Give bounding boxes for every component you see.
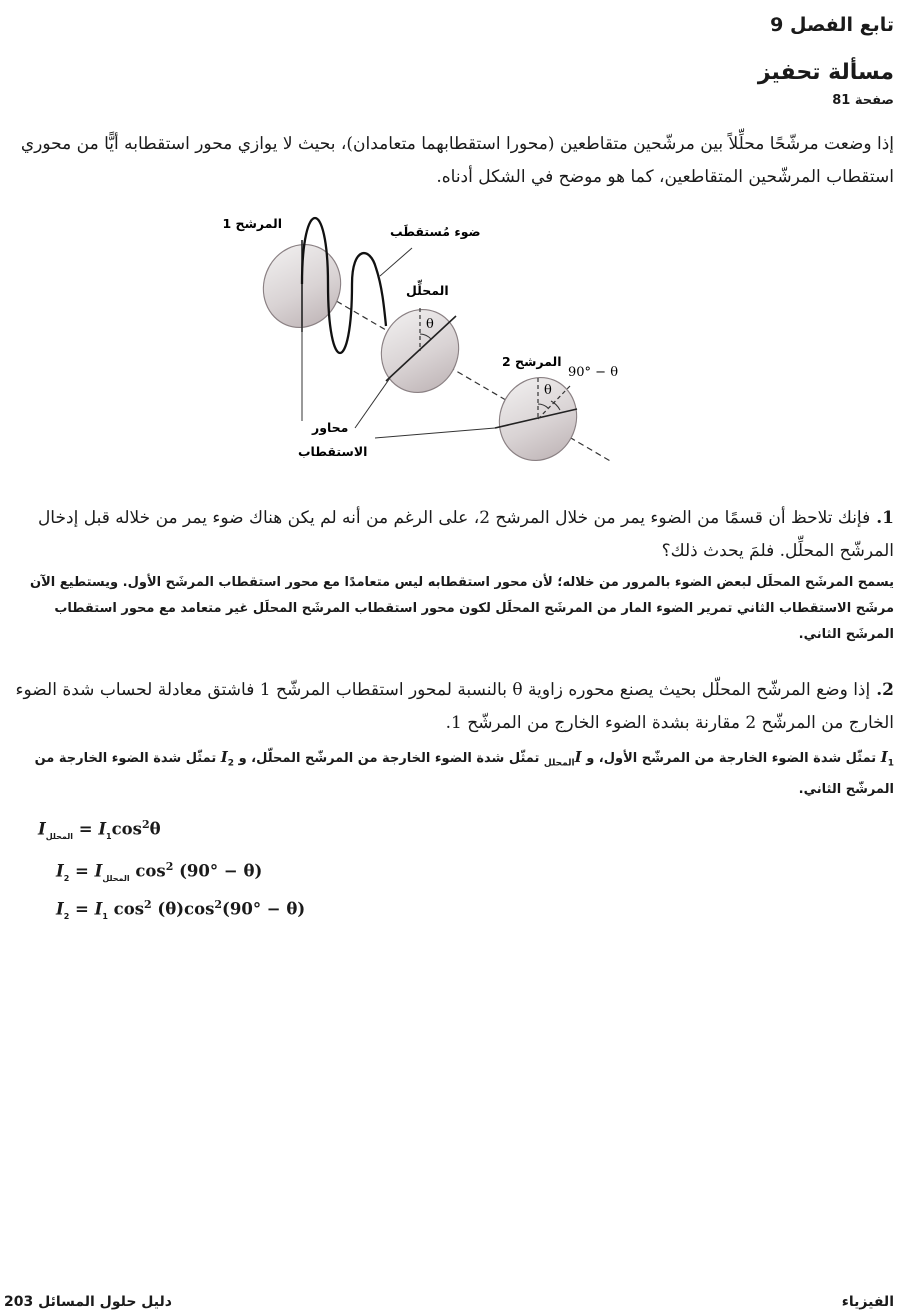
leader-line-wave (380, 248, 412, 276)
polarized-light-label: ضوء مُستقطَب (390, 224, 481, 239)
equation-1: $I_{المحلل} = I_1\cos^2\theta$ (38, 818, 161, 841)
chapter-title: تابع الفصل 9 (770, 14, 894, 36)
answer-text: تمثّل شدة الضوء الخارجة من المرشّح الثاني. (34, 751, 894, 797)
analyzer-label: المحلِّل (406, 283, 449, 298)
leader-line-axis-2 (355, 378, 390, 428)
question-number: 1. (876, 508, 894, 528)
equation-3: $I_2 = I_1$ $\cos^2 (\theta)\cos^2(90^\circ - \theta)$ (56, 898, 306, 921)
question-number: 2. (876, 680, 894, 700)
intensity-variable: I (220, 748, 228, 766)
footer-book-title: دليل حلول المسائل (38, 1294, 172, 1310)
filter-2-theta-label: θ (544, 383, 552, 398)
filter-1-disc (251, 233, 353, 339)
section-title: مسألة تحفيز (757, 60, 894, 85)
variable-subscript: 1 (887, 758, 894, 769)
question-2 (4, 674, 894, 740)
footer-page-number: 203 (4, 1294, 34, 1310)
equation-2: $I_2 = I_{المحلل}$ $\cos^2 (90^\circ - \theta)$ (56, 860, 263, 883)
answer-2 (4, 744, 894, 803)
polarizer-diagram (222, 206, 640, 468)
answer-text: تمثّل شدة الضوء الخارجة من المرشّح الأول، و (586, 751, 877, 766)
polarization-axes-label-1: محاور (312, 420, 349, 435)
question-1 (4, 502, 894, 568)
answer-text: تمثّل شدة الضوء الخارجة من المرشّح المحلّل، و (238, 751, 540, 766)
filter-2-label: المرشح 2 (502, 354, 562, 369)
intensity-variable: I (574, 748, 582, 766)
leader-line-axis-3 (375, 428, 495, 438)
analyzer-theta-label: θ (426, 317, 434, 332)
page-reference: صفحة 81 (832, 93, 894, 108)
polarization-axes-label-2: الاستقطاب (298, 444, 368, 459)
filter-2-complement-angle-label: 90° − θ (568, 365, 619, 380)
filter-2-disc (487, 366, 589, 472)
variable-subscript: المحلل (543, 758, 575, 769)
intensity-variable: I (880, 748, 888, 766)
footer-book-info (4, 1294, 172, 1310)
footer-subject: الفيزياء (841, 1294, 894, 1310)
filter-1-label: المرشح 1 (222, 216, 282, 231)
problem-intro: إذا وضعت مرشّحًا محلِّلاً بين مرشّحين متقاطعين (محورا استقطابهما متعامدان)، بحيث لا يوازي محور استقطابه أيًّا من محوري استقطاب المرشّحين المتقاطعين، كما هو موضح في الشكل أدناه. (20, 134, 894, 187)
answer-1: يسمح المرشَح المحلَل لبعض الضوء بالمرور من خلاله؛ لأن محور استقطابه ليس متعامدًا مع محور استقطاب المرشَح الأول. ويستطيع الآن مرشَح الاستقطاب الثاني تمرير الضوء المار من المرشَح المحلَل لكون محور استقطاب المرشَح المحلَل غير متعامد مع محور استقطاب المرشَح الثاني. (30, 575, 894, 642)
question-text: فإنك تلاحظ أن قسمًا من الضوء يمر من خلال المرشح 2، على الرغم من أنه لم يكن هناك ضوء يمر من خلاله قبل إدخال المرشّح المحلِّل. فلمَ يحدث ذلك؟ (37, 508, 894, 561)
question-text: إذا وضع المرشّح المحلّل بحيث يصنع محوره زاوية θ بالنسبة لمحور استقطاب المرشّح 1 فاشتق معادلة لحساب شدة الضوء الخارج من المرشّح 2 مقارنة بشدة الضوء الخارج من المرشّح 1. (15, 680, 894, 733)
variable-subscript: 2 (227, 758, 235, 769)
